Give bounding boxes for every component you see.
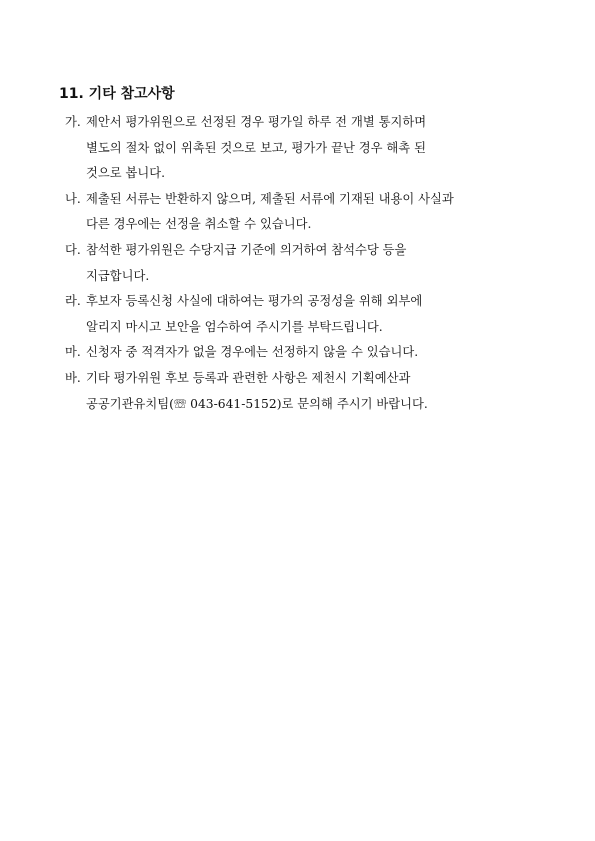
item-marker: 가.: [65, 115, 81, 129]
section-title: 11. 기타 참고사항: [59, 86, 175, 102]
item-text-line: 지급합니다.: [86, 268, 150, 283]
list-item-da: [65, 238, 555, 289]
list-item-ma: [65, 340, 555, 366]
item-text-line: 공공기관유치팀(☏ 043-641-5152)로 문의해 주시기 바랍니다.: [86, 396, 428, 411]
item-text-line: 기타 평가위원 후보 등록과 관련한 사항은 제천시 기획예산과: [86, 370, 411, 385]
item-text-line: 제출된 서류는 반환하지 않으며, 제출된 서류에 기재된 내용이 사실과: [86, 191, 454, 206]
list-item-na: [65, 187, 555, 238]
item-text-line: 알리지 마시고 보안을 엄수하여 주시기를 부탁드립니다.: [86, 319, 383, 334]
list-item-ba: [65, 366, 555, 417]
list-item-ga: [65, 110, 555, 187]
item-marker: 바.: [65, 370, 81, 385]
list-item-ra: [65, 289, 555, 340]
item-marker: 마.: [65, 345, 81, 360]
notice-list: [65, 110, 555, 417]
item-text-line: 제안서 평가위원으로 선정된 경우 평가일 하루 전 개별 통지하며: [86, 115, 427, 129]
item-marker: 라.: [65, 294, 81, 309]
item-text-line: 다른 경우에는 선정을 취소할 수 있습니다.: [86, 217, 312, 232]
item-marker: 다.: [65, 242, 81, 257]
item-text-line: 별도의 절차 없이 위촉된 것으로 보고, 평가가 끝난 경우 해촉 된: [86, 140, 426, 155]
item-text-line: 참석한 평가위원은 수당지급 기준에 의거하여 참석수당 등을: [86, 242, 407, 257]
item-marker: 나.: [65, 191, 81, 206]
item-text-line: 신청자 중 적격자가 없을 경우에는 선정하지 않을 수 있습니다.: [86, 345, 419, 360]
item-text-line: 후보자 등록신청 사실에 대하여는 평가의 공정성을 위해 외부에: [86, 294, 423, 309]
item-text-line: 것으로 봅니다.: [86, 166, 166, 181]
